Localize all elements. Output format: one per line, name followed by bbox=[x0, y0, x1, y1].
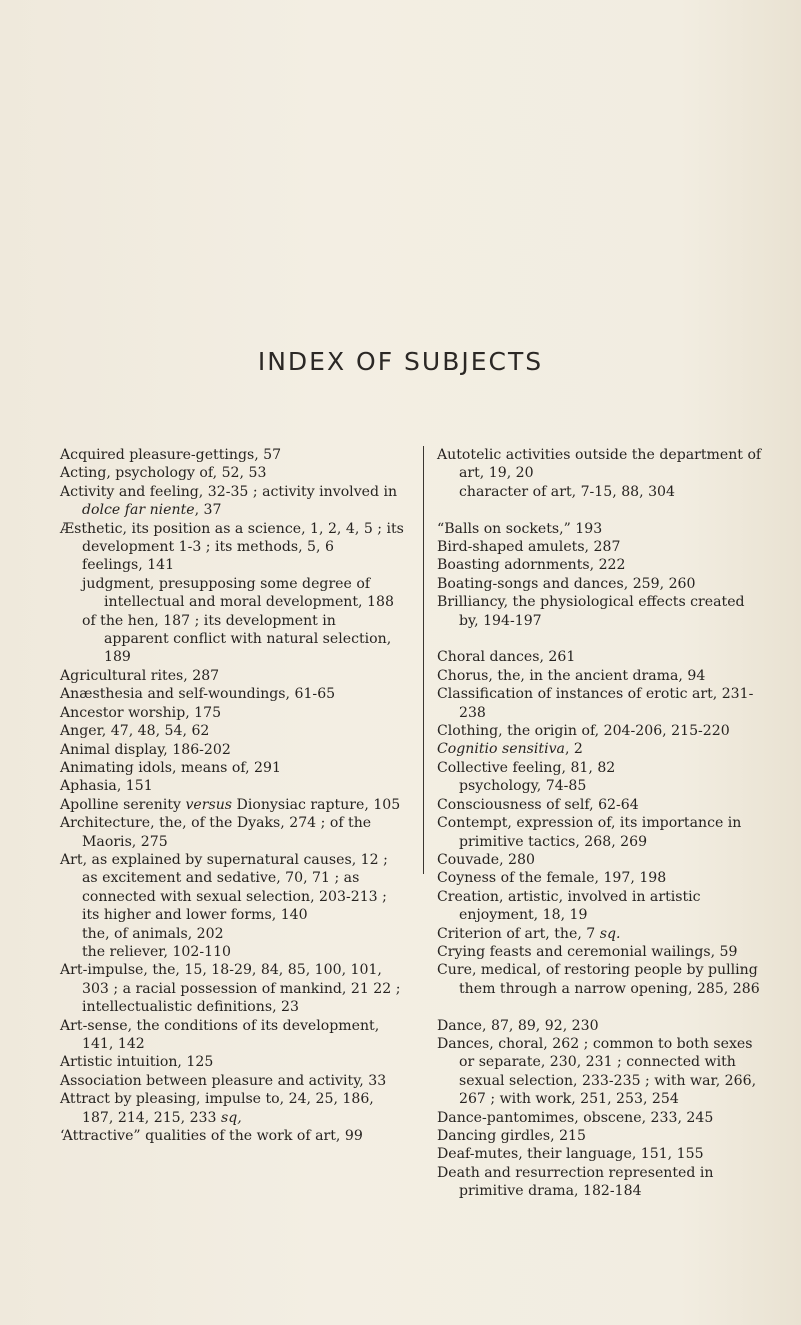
index-entry: Death and resurrection represented in primitive drama, 182-184 bbox=[437, 1164, 714, 1200]
entry-italic-text: Cognitio sensitiva bbox=[437, 741, 565, 758]
index-entry: Dances, choral, 262 ; common to both sexes or separate, 230, 231 ; connected with sexual selection, 233-235 ; with war, 266, 267 ; with work, 251, 253, 254 bbox=[437, 1035, 757, 1108]
index-entry: Ancestor worship, 175 bbox=[60, 704, 222, 721]
index-entry: Acquired pleasure-gettings, 57 bbox=[60, 447, 282, 463]
entry-italic-text: versus bbox=[185, 796, 233, 813]
index-entry bbox=[60, 1090, 405, 1127]
entry-text: Dionysiac rapture, 105 bbox=[232, 796, 401, 813]
index-entry: Couvade, 280 bbox=[437, 851, 535, 868]
index-entry bbox=[437, 740, 767, 758]
index-entry: Aphasia, 151 bbox=[60, 778, 153, 795]
index-entry: Creation, artistic, involved in artistic enjoyment, 18, 19 bbox=[437, 888, 701, 924]
entry-italic-text: dolce far niente bbox=[82, 502, 195, 519]
index-entry: Anger, 47, 48, 54, 62 bbox=[60, 723, 210, 740]
index-entry: Crying feasts and ceremonial wailings, 59 bbox=[437, 943, 738, 960]
index-subentry: psychology, 74-85 bbox=[459, 778, 587, 795]
index-entry: Clothing, the origin of, 204-206, 215-220 bbox=[437, 723, 730, 740]
index-entry: Animating idols, means of, 291 bbox=[60, 759, 281, 776]
index-entry: Autotelic activities outside the department of art, 19, 20 bbox=[437, 447, 762, 482]
index-entry: Cure, medical, of restoring people by pulling them through a narrow opening, 285, 286 bbox=[437, 962, 760, 997]
index-entry: Æsthetic, its position as a science, 1, 2, 4, 5 ; its development 1-3 ; its methods, 5, 6 bbox=[60, 520, 404, 556]
entry-text: , 37 bbox=[194, 502, 222, 519]
column-divider bbox=[423, 446, 424, 874]
index-subentry: character of art, 7-15, 88, 304 bbox=[459, 483, 675, 500]
index-entry: Agricultural rites, 287 bbox=[60, 667, 220, 684]
right-column bbox=[437, 446, 767, 1201]
index-entry: Chorus, the, in the ancient drama, 94 bbox=[437, 667, 706, 684]
entry-italic-text: sq. bbox=[599, 925, 621, 942]
index-entry: “Balls on sockets,” 193 bbox=[437, 520, 603, 537]
entry-text: Attract by pleasing, impulse to, 24, 25, 186, 187, 214, 215, 233 bbox=[60, 1091, 374, 1126]
index-entry bbox=[60, 483, 405, 520]
index-entry: Dance, 87, 89, 92, 230 bbox=[437, 1017, 599, 1034]
index-entry: Classification of instances of erotic art, 231-238 bbox=[437, 686, 754, 721]
index-entry: Contempt, expression of, its importance in primitive tactics, 268, 269 bbox=[437, 815, 742, 850]
index-entry: Dance-pantomimes, obscene, 233, 245 bbox=[437, 1109, 714, 1126]
index-entry: Association between pleasure and activity, 33 bbox=[60, 1072, 387, 1089]
index-entry: Animal display, 186-202 bbox=[60, 741, 231, 758]
left-column bbox=[60, 446, 405, 1145]
index-entry: Choral dances, 261 bbox=[437, 649, 576, 666]
index-subentry: of the hen, 187 ; its development in apparent conflict with natural selection, 189 bbox=[82, 612, 392, 666]
index-entry: Acting, psychology of, 52, 53 bbox=[60, 465, 267, 482]
index-entry bbox=[437, 925, 767, 943]
index-entry: Dancing girdles, 215 bbox=[437, 1127, 586, 1144]
entry-text: Activity and feeling, 32-35 ; activity involved in bbox=[60, 483, 398, 500]
index-subentry: the, of animals, 202 bbox=[82, 925, 224, 942]
index-entry: Art-impulse, the, 15, 18-29, 84, 85, 100, 101, 303 ; a racial possession of mankind, 21 22 ; intellectualistic definitions, 23 bbox=[60, 962, 401, 1016]
index-entry: Coyness of the female, 197, 198 bbox=[437, 870, 667, 887]
index-subentry: feelings, 141 bbox=[82, 557, 175, 574]
index-entry: Brilliancy, the physiological effects created by, 194-197 bbox=[437, 594, 745, 629]
index-entry: Boating-songs and dances, 259, 260 bbox=[437, 575, 696, 592]
entry-italic-text: sq, bbox=[220, 1109, 242, 1126]
entry-text: Criterion of art, the, 7 bbox=[437, 925, 600, 942]
index-entry: Deaf-mutes, their language, 151, 155 bbox=[437, 1146, 704, 1163]
index-entry: Consciousness of self, 62-64 bbox=[437, 796, 639, 813]
index-subentry: judgment, presupposing some degree of intellectual and moral development, 188 bbox=[82, 575, 394, 611]
index-entry: Boasting adornments, 222 bbox=[437, 557, 626, 574]
entry-text: , 2 bbox=[564, 741, 583, 758]
page-title: INDEX OF SUBJECTS bbox=[257, 347, 544, 376]
index-entry: Architecture, the, of the Dyaks, 274 ; of the Maoris, 275 bbox=[60, 815, 372, 850]
index-entry: Collective feeling, 81, 82 bbox=[437, 759, 616, 776]
index-entry: Bird-shaped amulets, 287 bbox=[437, 539, 621, 556]
index-entry bbox=[60, 796, 405, 814]
index-entry: ‘Attractive” qualities of the work of art, 99 bbox=[60, 1128, 363, 1145]
entry-text: Apolline serenity bbox=[60, 796, 186, 813]
index-entry: Artistic intuition, 125 bbox=[60, 1054, 214, 1071]
index-entry: Art, as explained by supernatural causes, 12 ; as excitement and sedative, 70, 71 ; as connected with sexual selection, 203-213 ; its higher and lower forms, 140 bbox=[60, 851, 388, 924]
index-entry: Art-sense, the conditions of its development, 141, 142 bbox=[60, 1017, 380, 1052]
index-subentry: the reliever, 102-110 bbox=[82, 943, 232, 960]
index-entry: Anæsthesia and self-woundings, 61-65 bbox=[60, 686, 336, 703]
